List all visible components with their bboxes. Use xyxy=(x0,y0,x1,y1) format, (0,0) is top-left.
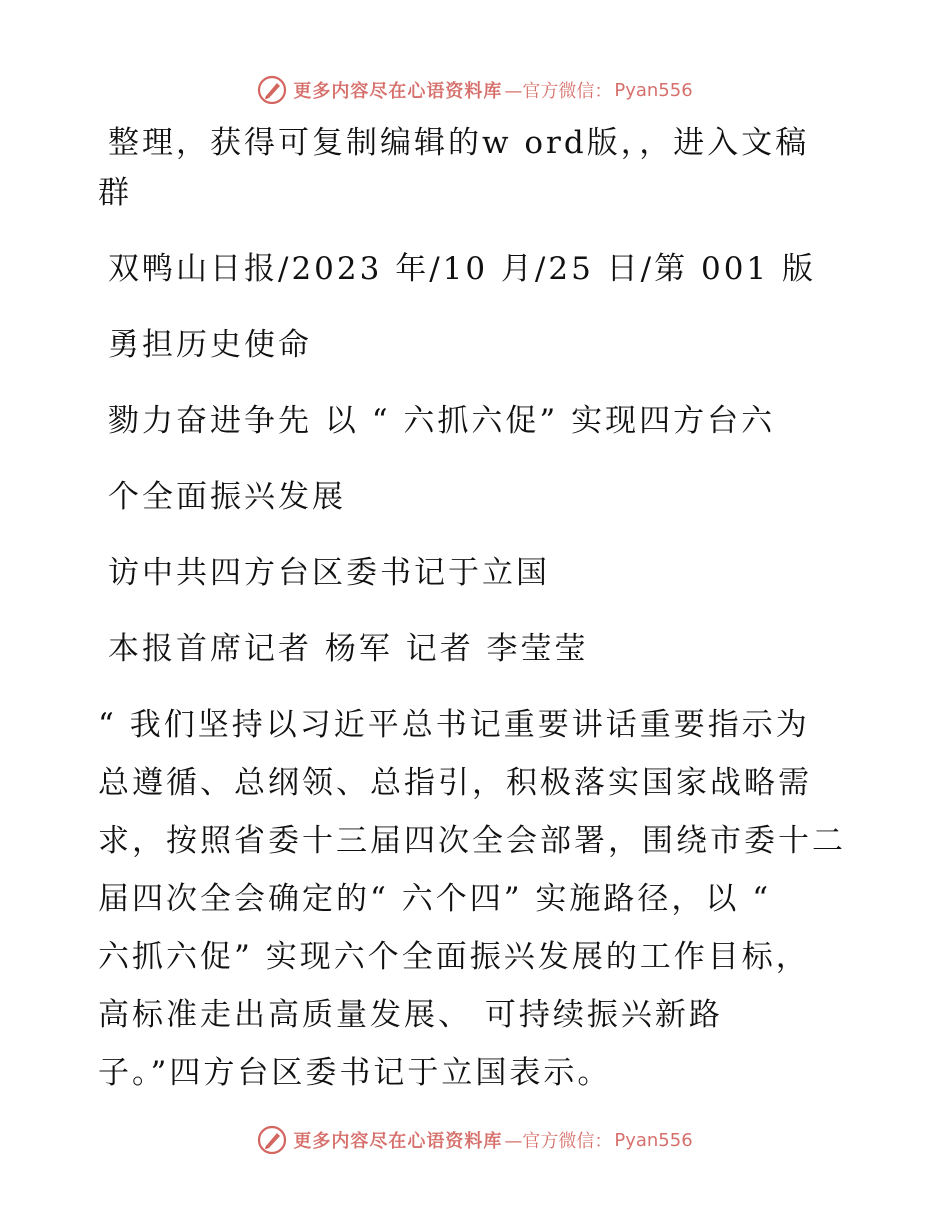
paragraph-line: 总遵循、总纲领、总指引，积极落实国家战略需 xyxy=(98,765,812,801)
paragraph-line: 高标准走出高质量发展、 可持续振兴新路 xyxy=(98,997,723,1033)
newspaper-source: 双鸭山日报/2023 年/10 月/25 日/第 001 版 xyxy=(108,251,817,287)
watermark-sub-text: —官方微信： xyxy=(504,81,613,102)
paragraph-line: 子。”四方台区委书记于立国表示。 xyxy=(98,1055,612,1091)
intro-line-1: 整理，获得可复制编辑的w ord版，，进入文稿 xyxy=(108,125,810,161)
subheadline: 访中共四方台区委书记于立国 xyxy=(108,555,550,591)
byline: 本报首席记者 杨军 记者 李莹莹 xyxy=(108,631,589,667)
paragraph-line: “ 我们坚持以习近平总书记重要讲话重要指示为 xyxy=(98,707,810,743)
watermark-header xyxy=(0,70,950,110)
pen-seal-icon xyxy=(257,1125,287,1155)
headline-line-2: 勠力奋进争先 以 “ 六抓六促” 实现四方台六 xyxy=(108,403,776,439)
headline-line-1: 勇担历史使命 xyxy=(108,327,312,363)
headline-line-3: 个全面振兴发展 xyxy=(108,479,346,515)
watermark-footer xyxy=(0,1120,950,1160)
pen-seal-icon xyxy=(257,75,287,105)
intro-line-2: 群 xyxy=(98,175,132,211)
watermark-wechat-id: Pyan556 xyxy=(614,79,693,101)
watermark-sub-text: —官方微信： xyxy=(504,1131,613,1152)
body-paragraph xyxy=(98,696,858,1102)
watermark-wechat-id: Pyan556 xyxy=(614,1129,693,1151)
document-body xyxy=(98,118,858,1102)
watermark-main-text: 更多内容尽在心语资料库 xyxy=(293,81,503,102)
paragraph-line: 六抓六促” 实现六个全面振兴发展的工作目标， xyxy=(98,939,810,975)
paragraph-line: 届四次全会确定的“ 六个四” 实施路径，以 “ xyxy=(98,881,772,917)
paragraph-line: 求，按照省委十三届四次全会部署，围绕市委十二 xyxy=(98,823,846,859)
watermark-main-text: 更多内容尽在心语资料库 xyxy=(293,1131,503,1152)
